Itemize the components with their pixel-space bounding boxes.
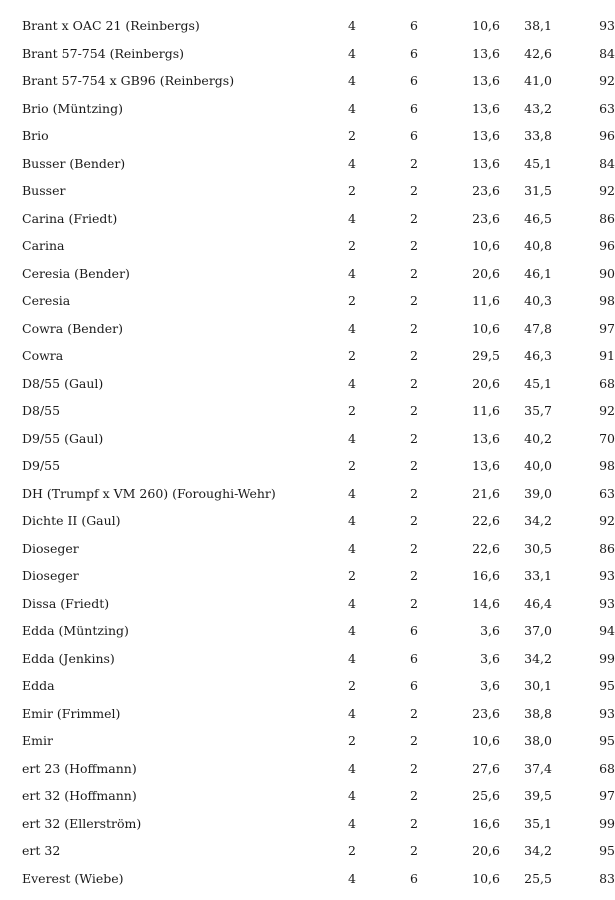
table-row <box>0 342 615 370</box>
table-row <box>0 12 615 40</box>
cultivar-name-cell: Edda <box>22 678 55 693</box>
table-row <box>0 562 615 590</box>
cultivar-name-cell: Ceresia <box>22 293 71 308</box>
ploidy-cell: 2 <box>348 128 356 143</box>
percent-cell: 92 <box>599 513 615 528</box>
ploidy-cell: 2 <box>348 183 356 198</box>
cultivar-name-cell: Emir <box>22 733 53 748</box>
table-row <box>0 122 615 150</box>
percent-cell: 93 <box>599 705 615 721</box>
cultivar-name-cell: Edda (Jenkins) <box>22 650 115 666</box>
percent-cell: 98 <box>599 458 615 473</box>
row-type-cell: 2 <box>410 705 418 721</box>
value-cell: 30,5 <box>524 540 552 556</box>
row-type-cell: 2 <box>410 155 418 171</box>
date-cell: 11,6 <box>472 293 500 308</box>
ploidy-cell: 2 <box>348 348 356 363</box>
cultivar-name-cell: ert 23 (Hoffmann) <box>22 760 137 776</box>
cultivar-name-cell: Emir (Frimmel) <box>22 705 121 721</box>
table-row <box>0 205 615 233</box>
table-row <box>0 260 615 288</box>
row-type-cell: 2 <box>410 760 418 776</box>
cultivar-name-cell: D9/55 <box>22 458 61 473</box>
date-cell: 13,6 <box>472 155 500 171</box>
row-type-cell: 2 <box>410 403 418 418</box>
table-row <box>0 727 615 755</box>
percent-cell: 95 <box>599 733 615 748</box>
ploidy-cell: 4 <box>348 540 356 556</box>
row-type-cell: 2 <box>410 265 418 281</box>
table-row <box>0 315 615 343</box>
value-cell: 47,8 <box>524 320 552 336</box>
cultivar-name-cell: D9/55 (Gaul) <box>22 430 104 446</box>
percent-cell: 90 <box>599 265 615 281</box>
date-cell: 16,6 <box>472 568 500 583</box>
percent-cell: 96 <box>599 238 615 253</box>
table-row <box>0 150 615 178</box>
percent-cell: 63 <box>599 100 615 116</box>
date-cell: 22,6 <box>472 513 500 528</box>
value-cell: 34,2 <box>524 843 552 858</box>
row-type-cell: 6 <box>410 18 418 33</box>
percent-cell: 92 <box>599 183 615 198</box>
cultivar-name-cell: Busser (Bender) <box>22 155 126 171</box>
row-type-cell: 6 <box>410 623 418 638</box>
table-row <box>0 95 615 123</box>
percent-cell: 70 <box>599 430 615 446</box>
table-row <box>0 590 615 618</box>
row-type-cell: 2 <box>410 513 418 528</box>
table-row <box>0 232 615 260</box>
table-row <box>0 755 615 783</box>
value-cell: 45,1 <box>524 155 552 171</box>
value-cell: 42,6 <box>524 45 552 61</box>
date-cell: 10,6 <box>472 320 500 336</box>
row-type-cell: 2 <box>410 595 418 611</box>
percent-cell: 98 <box>599 293 615 308</box>
value-cell: 39,0 <box>524 485 552 501</box>
percent-cell: 84 <box>599 45 615 61</box>
date-cell: 20,6 <box>472 843 500 858</box>
ploidy-cell: 4 <box>348 375 356 391</box>
ploidy-cell: 2 <box>348 238 356 253</box>
row-type-cell: 2 <box>410 843 418 858</box>
date-cell: 22,6 <box>472 540 500 556</box>
table-body <box>0 12 615 892</box>
row-type-cell: 6 <box>410 128 418 143</box>
value-cell: 25,5 <box>524 870 552 886</box>
ploidy-cell: 4 <box>348 788 356 803</box>
table-row <box>0 397 615 425</box>
date-cell: 13,6 <box>472 73 500 88</box>
table-row <box>0 452 615 480</box>
ploidy-cell: 4 <box>348 650 356 666</box>
row-type-cell: 2 <box>410 238 418 253</box>
date-cell: 10,6 <box>472 870 500 886</box>
cultivar-name-cell: D8/55 (Gaul) <box>22 375 104 391</box>
table-row <box>0 177 615 205</box>
table-row <box>0 645 615 673</box>
percent-cell: 96 <box>599 128 615 143</box>
ploidy-cell: 4 <box>348 430 356 446</box>
ploidy-cell: 4 <box>348 870 356 886</box>
percent-cell: 68 <box>599 375 615 391</box>
cultivar-name-cell: Ceresia (Bender) <box>22 265 130 281</box>
value-cell: 30,1 <box>524 678 552 693</box>
date-cell: 23,6 <box>472 705 500 721</box>
percent-cell: 94 <box>599 623 615 638</box>
value-cell: 35,1 <box>524 815 552 831</box>
percent-cell: 99 <box>599 815 615 831</box>
percent-cell: 99 <box>599 650 615 666</box>
ploidy-cell: 2 <box>348 733 356 748</box>
percent-cell: 92 <box>599 403 615 418</box>
date-cell: 23,6 <box>472 210 500 226</box>
cultivar-name-cell: Dioseger <box>22 568 79 583</box>
percent-cell: 97 <box>599 320 615 336</box>
ploidy-cell: 2 <box>348 293 356 308</box>
percent-cell: 93 <box>599 568 615 583</box>
cultivar-name-cell: Carina (Friedt) <box>22 210 118 226</box>
row-type-cell: 2 <box>410 430 418 446</box>
row-type-cell: 2 <box>410 568 418 583</box>
ploidy-cell: 2 <box>348 843 356 858</box>
table-row <box>0 287 615 315</box>
date-cell: 3,6 <box>480 623 500 638</box>
percent-cell: 83 <box>599 870 615 886</box>
percent-cell: 86 <box>599 540 615 556</box>
date-cell: 20,6 <box>472 375 500 391</box>
row-type-cell: 6 <box>410 100 418 116</box>
cultivar-name-cell: ert 32 (Ellerström) <box>22 815 142 831</box>
date-cell: 14,6 <box>472 595 500 611</box>
cultivar-name-cell: Dissa (Friedt) <box>22 595 110 611</box>
row-type-cell: 2 <box>410 183 418 198</box>
value-cell: 31,5 <box>524 183 552 198</box>
value-cell: 45,1 <box>524 375 552 391</box>
ploidy-cell: 4 <box>348 45 356 61</box>
ploidy-cell: 4 <box>348 18 356 33</box>
value-cell: 34,2 <box>524 513 552 528</box>
ploidy-cell: 4 <box>348 320 356 336</box>
percent-cell: 92 <box>599 73 615 88</box>
row-type-cell: 2 <box>410 815 418 831</box>
cultivar-name-cell: Cowra <box>22 348 64 363</box>
ploidy-cell: 4 <box>348 760 356 776</box>
percent-cell: 91 <box>599 348 615 363</box>
table-row <box>0 810 615 838</box>
row-type-cell: 2 <box>410 375 418 391</box>
cultivar-name-cell: Dichte II (Gaul) <box>22 513 121 528</box>
row-type-cell: 6 <box>410 650 418 666</box>
cultivar-name-cell: Brant x OAC 21 (Reinbergs) <box>22 18 200 33</box>
table-row <box>0 865 615 893</box>
value-cell: 46,4 <box>524 595 552 611</box>
date-cell: 13,6 <box>472 100 500 116</box>
cultivar-name-cell: Everest (Wiebe) <box>22 870 124 886</box>
date-cell: 23,6 <box>472 183 500 198</box>
percent-cell: 97 <box>599 788 615 803</box>
row-type-cell: 2 <box>410 293 418 308</box>
value-cell: 35,7 <box>524 403 552 418</box>
table-row <box>0 425 615 453</box>
percent-cell: 95 <box>599 678 615 693</box>
ploidy-cell: 4 <box>348 100 356 116</box>
ploidy-cell: 4 <box>348 73 356 88</box>
cultivar-name-cell: Edda (Müntzing) <box>22 623 129 638</box>
table-row <box>0 700 615 728</box>
value-cell: 40,2 <box>524 430 552 446</box>
row-type-cell: 2 <box>410 210 418 226</box>
date-cell: 10,6 <box>472 733 500 748</box>
value-cell: 37,4 <box>524 760 552 776</box>
row-type-cell: 6 <box>410 678 418 693</box>
ploidy-cell: 4 <box>348 485 356 501</box>
table-row <box>0 837 615 865</box>
percent-cell: 95 <box>599 843 615 858</box>
cultivar-name-cell: D8/55 <box>22 403 61 418</box>
ploidy-cell: 4 <box>348 513 356 528</box>
cultivar-name-cell: Cowra (Bender) <box>22 320 123 336</box>
table-row <box>0 782 615 810</box>
value-cell: 46,3 <box>524 348 552 363</box>
ploidy-cell: 2 <box>348 678 356 693</box>
percent-cell: 68 <box>599 760 615 776</box>
value-cell: 38,0 <box>524 733 552 748</box>
ploidy-cell: 4 <box>348 595 356 611</box>
percent-cell: 93 <box>599 595 615 611</box>
value-cell: 33,1 <box>524 568 552 583</box>
cultivar-name-cell: Brio <box>22 128 49 143</box>
cultivar-name-cell: Carina <box>22 238 65 253</box>
value-cell: 40,3 <box>524 293 552 308</box>
date-cell: 16,6 <box>472 815 500 831</box>
row-type-cell: 6 <box>410 45 418 61</box>
date-cell: 20,6 <box>472 265 500 281</box>
table-row <box>0 480 615 508</box>
ploidy-cell: 2 <box>348 458 356 473</box>
value-cell: 46,5 <box>524 210 552 226</box>
value-cell: 39,5 <box>524 788 552 803</box>
percent-cell: 63 <box>599 485 615 501</box>
value-cell: 38,1 <box>524 18 552 33</box>
value-cell: 40,8 <box>524 238 552 253</box>
table-row <box>0 507 615 535</box>
date-cell: 11,6 <box>472 403 500 418</box>
date-cell: 25,6 <box>472 788 500 803</box>
cultivar-data-table <box>0 12 615 892</box>
cultivar-name-cell: Brant 57-754 (Reinbergs) <box>22 45 185 61</box>
percent-cell: 93 <box>599 18 615 33</box>
table-row <box>0 67 615 95</box>
date-cell: 3,6 <box>480 650 500 666</box>
row-type-cell: 2 <box>410 788 418 803</box>
cultivar-name-cell: Busser <box>22 183 66 198</box>
date-cell: 13,6 <box>472 45 500 61</box>
row-type-cell: 2 <box>410 458 418 473</box>
ploidy-cell: 4 <box>348 265 356 281</box>
cultivar-name-cell: ert 32 <box>22 843 61 858</box>
date-cell: 3,6 <box>480 678 500 693</box>
value-cell: 41,0 <box>524 73 552 88</box>
date-cell: 21,6 <box>472 485 500 501</box>
cultivar-name-cell: DH (Trumpf x VM 260) (Foroughi-Wehr) <box>22 485 276 501</box>
ploidy-cell: 2 <box>348 403 356 418</box>
date-cell: 13,6 <box>472 458 500 473</box>
table-row <box>0 40 615 68</box>
table-row <box>0 617 615 645</box>
row-type-cell: 2 <box>410 733 418 748</box>
date-cell: 27,6 <box>472 760 500 776</box>
row-type-cell: 2 <box>410 320 418 336</box>
date-cell: 13,6 <box>472 128 500 143</box>
ploidy-cell: 4 <box>348 155 356 171</box>
value-cell: 38,8 <box>524 705 552 721</box>
cultivar-name-cell: Dioseger <box>22 540 79 556</box>
table-row <box>0 370 615 398</box>
row-type-cell: 6 <box>410 870 418 886</box>
ploidy-cell: 4 <box>348 623 356 638</box>
table-row <box>0 535 615 563</box>
row-type-cell: 6 <box>410 73 418 88</box>
cultivar-name-cell: Brio (Müntzing) <box>22 100 123 116</box>
cultivar-name-cell: ert 32 (Hoffmann) <box>22 788 137 803</box>
value-cell: 43,2 <box>524 100 552 116</box>
value-cell: 33,8 <box>524 128 552 143</box>
ploidy-cell: 2 <box>348 568 356 583</box>
ploidy-cell: 4 <box>348 815 356 831</box>
date-cell: 10,6 <box>472 18 500 33</box>
cultivar-name-cell: Brant 57-754 x GB96 (Reinbergs) <box>22 73 235 88</box>
date-cell: 29,5 <box>472 348 500 363</box>
row-type-cell: 2 <box>410 485 418 501</box>
row-type-cell: 2 <box>410 540 418 556</box>
table-row <box>0 672 615 700</box>
value-cell: 46,1 <box>524 265 552 281</box>
ploidy-cell: 4 <box>348 210 356 226</box>
value-cell: 40,0 <box>524 458 552 473</box>
percent-cell: 86 <box>599 210 615 226</box>
percent-cell: 84 <box>599 155 615 171</box>
date-cell: 13,6 <box>472 430 500 446</box>
value-cell: 37,0 <box>524 623 552 638</box>
row-type-cell: 2 <box>410 348 418 363</box>
value-cell: 34,2 <box>524 650 552 666</box>
date-cell: 10,6 <box>472 238 500 253</box>
ploidy-cell: 4 <box>348 705 356 721</box>
